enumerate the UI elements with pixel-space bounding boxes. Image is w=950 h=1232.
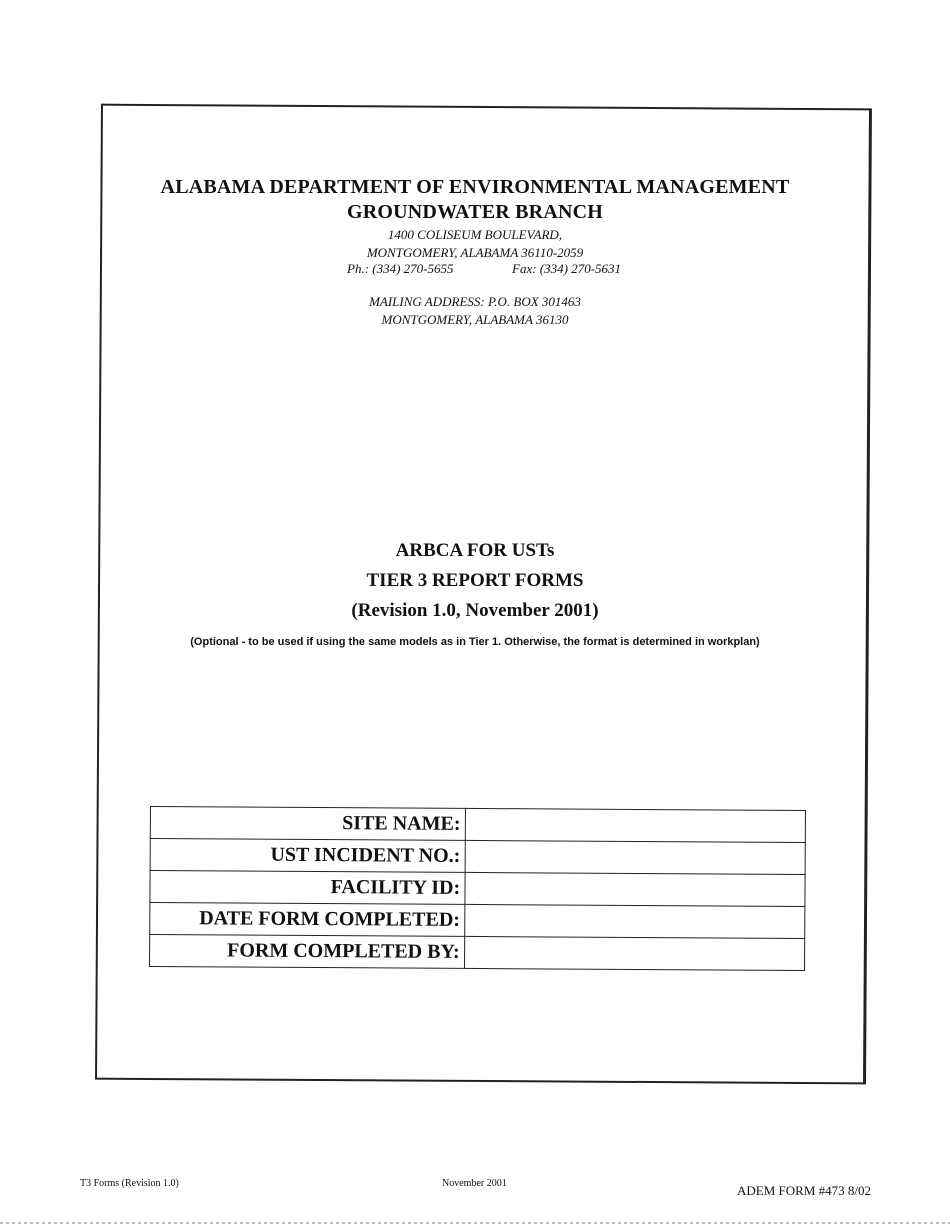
table-row	[150, 871, 805, 907]
phone-number: Ph.: (334) 270-5655	[347, 261, 454, 276]
completed-by-field[interactable]	[464, 936, 805, 970]
city-address: MONTGOMERY, ALABAMA 36110-2059	[366, 245, 584, 260]
street-address: 1400 COLISEUM BOULEVARD,	[387, 227, 563, 242]
facility-id-label: FACILITY ID:	[150, 871, 465, 905]
optional-note: (Optional - to be used if using the same models as in Tier 1. Otherwise, the format is determined in workplan)	[190, 636, 760, 648]
mailing-address-line2: MONTGOMERY, ALABAMA 36130	[381, 312, 569, 327]
report-title-line1: ARBCA FOR USTs	[395, 540, 555, 561]
table-row	[150, 839, 805, 875]
agency-title: ALABAMA DEPARTMENT OF ENVIRONMENTAL MANAGEMENT	[160, 176, 790, 198]
footer-form-number: ADEM FORM #473 8/02	[737, 1183, 871, 1198]
ust-incident-field[interactable]	[465, 840, 806, 874]
footer-date: November 2001	[442, 1178, 507, 1189]
ust-incident-label: UST INCIDENT NO.:	[150, 839, 465, 873]
report-title-line2: TIER 3 REPORT FORMS	[366, 570, 584, 591]
branch-title: GROUNDWATER BRANCH	[346, 201, 604, 223]
date-completed-label: DATE FORM COMPLETED:	[150, 903, 465, 937]
date-completed-field[interactable]	[464, 904, 805, 938]
facility-id-field[interactable]	[465, 872, 806, 906]
scan-edge	[0, 1222, 950, 1224]
site-name-field[interactable]	[465, 808, 806, 842]
revision-line: (Revision 1.0, November 2001)	[351, 600, 599, 621]
footer-form-name: T3 Forms (Revision 1.0)	[80, 1178, 179, 1189]
site-name-label: SITE NAME:	[150, 807, 465, 841]
completed-by-label: FORM COMPLETED BY:	[150, 935, 465, 969]
table-row	[150, 807, 805, 843]
table-row	[150, 903, 805, 939]
site-info-table	[149, 806, 806, 971]
table-row	[150, 935, 805, 971]
mailing-address-line1: MAILING ADDRESS: P.O. BOX 301463	[369, 294, 581, 309]
fax-number: Fax: (334) 270-5631	[512, 261, 622, 276]
